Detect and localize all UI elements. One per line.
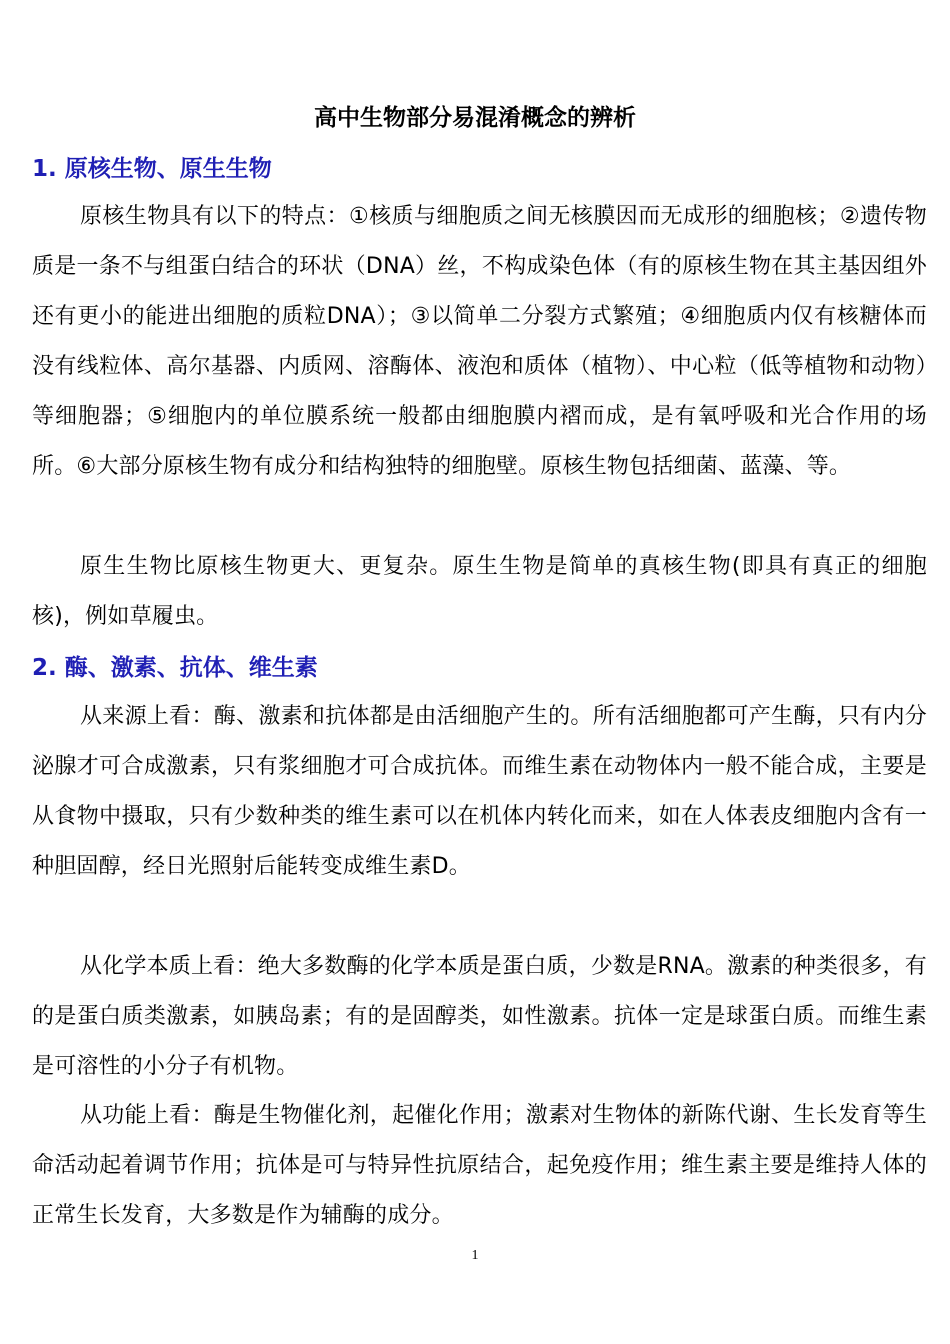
paragraph-prokaryote-features: 原核生物具有以下的特点：①核质与细胞质之间无核膜因而无成形的细胞核；②遗传物质是一条不与组蛋白结合的环状（DNA）丝，不构成染色体（有的原核生物在其主基因组外还有更小的能进出细胞的质粒DNA）；③以简单二分裂方式繁殖；④细胞质内仅有核糖体而没有线粒体、高尔基器、内质网、溶酶体、液泡和质体（植物）、中心粒（低等植物和动物）等细胞器；⑤细胞内的单位膜系统一般都由细胞膜内褶而成，是有氧呼吸和光合作用的场所。⑥大部分原核生物有成分和结构独特的细胞壁。原核生物包括细菌、蓝藻、等。 — [32, 204, 927, 479]
paragraph-function: 从功能上看：酶是生物催化剂，起催化作用；激素对生物体的新陈代谢、生长发育等生命活动起着调节作用；抗体是可与特异性抗原结合，起免疫作用；维生素主要是维持人体的正常生长发育，大多数是作为辅酶的成分。 — [32, 1103, 927, 1228]
section-heading-1: 1. 原核生物、原生生物 — [32, 156, 272, 182]
paragraph-source: 从来源上看：酶、激素和抗体都是由活细胞产生的。所有活细胞都可产生酶，只有内分泌腺才可合成激素，只有浆细胞才可合成抗体。而维生素在动物体内一般不能合成，主要是从食物中摄取，只有少数种类的维生素可以在机体内转化而来，如在人体表皮细胞内含有一种胆固醇，经日光照射后能转变成维生素D。 — [32, 704, 927, 879]
document-title: 高中生物部分易混淆概念的辨析 — [314, 105, 636, 131]
page-number: 1 — [471, 1248, 479, 1263]
paragraph-chemical-nature: 从化学本质上看：绝大多数酶的化学本质是蛋白质，少数是RNA。激素的种类很多，有的是蛋白质类激素，如胰岛素；有的是固醇类，如性激素。抗体一定是球蛋白质。而维生素是可溶性的小分子有机物。 — [32, 954, 927, 1079]
section-heading-2: 2. 酶、激素、抗体、维生素 — [32, 655, 318, 681]
paragraph-protist: 原生生物比原核生物更大、更复杂。原生生物是简单的真核生物(即具有真正的细胞核)，例如草履虫。 — [32, 554, 927, 629]
